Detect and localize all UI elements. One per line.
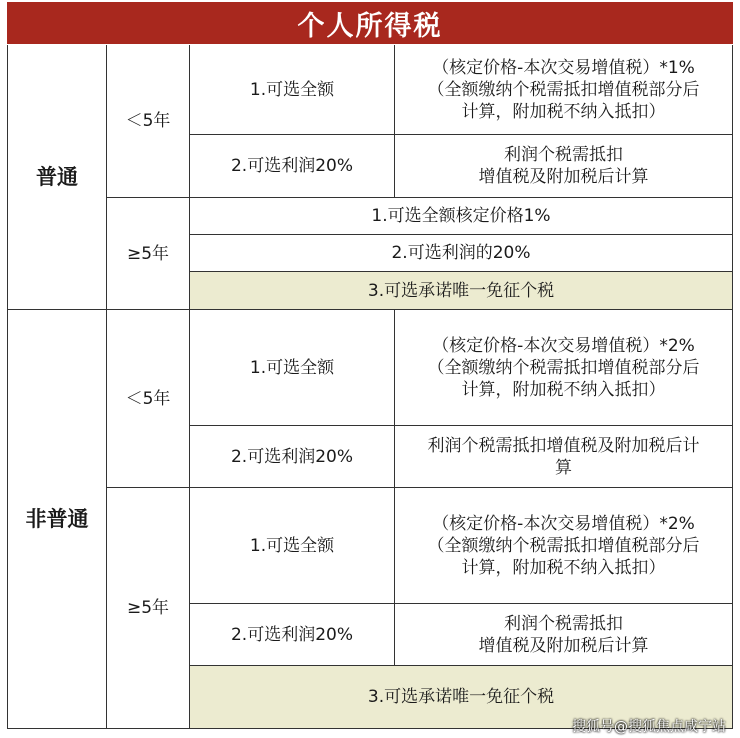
- description-line: 利润个税需抵扣: [504, 613, 623, 634]
- description-line: 增值税及附加税后计算: [478, 167, 649, 187]
- option-text: 3.可选承诺唯一免征个税: [367, 687, 555, 707]
- description-line: （核定价格-本次交易增值税）*2%: [432, 513, 695, 534]
- option-text: 1.可选全额: [249, 357, 335, 378]
- option-label: [190, 45, 395, 135]
- option-text: 2.可选利润20%: [230, 624, 353, 645]
- description-line: 利润个税需抵扣: [504, 145, 623, 165]
- option-description: [395, 310, 733, 426]
- option-text: 2.可选利润20%: [230, 446, 353, 467]
- period-feiputong-ge5: [107, 488, 190, 729]
- option-text: 1.可选全额: [249, 79, 335, 100]
- option-label: [190, 604, 395, 666]
- description-line: 计算，附加税不纳入抵扣）: [461, 557, 666, 578]
- option-text: 1.可选全额: [249, 535, 335, 556]
- period-label: ≥5年: [126, 243, 170, 264]
- period-putong-lt5: [107, 45, 190, 198]
- description-line: （全额缴纳个税需抵扣增值税部分后: [427, 357, 700, 378]
- description-line: 计算，附加税不纳入抵扣）: [461, 101, 666, 122]
- option-label: [190, 310, 395, 426]
- exemption-row: [190, 272, 733, 310]
- description-line: （核定价格-本次交易增值税）*2%: [432, 335, 695, 356]
- watermark: 搜狐号@搜狐焦点咸宁站: [572, 719, 726, 735]
- option-description: [395, 426, 733, 488]
- description-line: 算: [555, 457, 572, 478]
- option-label: [190, 488, 395, 604]
- option-description: [395, 135, 733, 198]
- option-row: [190, 235, 733, 272]
- description-line: 利润个税需抵扣增值税及附加税后计: [427, 435, 700, 456]
- option-text: 3.可选承诺唯一免征个税: [367, 280, 555, 301]
- period-label: ＜5年: [125, 111, 171, 131]
- category-label: 非普通: [25, 507, 89, 531]
- description-line: （核定价格-本次交易增值税）*1%: [432, 57, 695, 78]
- description-line: 计算，附加税不纳入抵扣）: [461, 379, 666, 400]
- option-text: 2.可选利润的20%: [391, 243, 531, 263]
- option-text: 1.可选全额核定价格1%: [371, 206, 551, 226]
- option-label: [190, 426, 395, 488]
- category-feiputong: [7, 310, 107, 729]
- option-label: [190, 135, 395, 198]
- option-description: [395, 45, 733, 135]
- description-line: （全额缴纳个税需抵扣增值税部分后: [427, 535, 700, 556]
- option-text: 2.可选利润20%: [230, 156, 353, 176]
- category-label: 普通: [36, 165, 78, 189]
- option-row: [190, 198, 733, 235]
- category-putong: [7, 45, 107, 310]
- table-title: 个人所得税: [7, 2, 733, 44]
- period-label: ≥5年: [126, 598, 170, 618]
- period-label: ＜5年: [125, 388, 171, 409]
- period-feiputong-lt5: [107, 310, 190, 488]
- option-description: [395, 488, 733, 604]
- description-line: （全额缴纳个税需抵扣增值税部分后: [427, 79, 700, 100]
- option-description: [395, 604, 733, 666]
- period-putong-ge5: [107, 198, 190, 310]
- description-line: 增值税及附加税后计算: [478, 635, 649, 656]
